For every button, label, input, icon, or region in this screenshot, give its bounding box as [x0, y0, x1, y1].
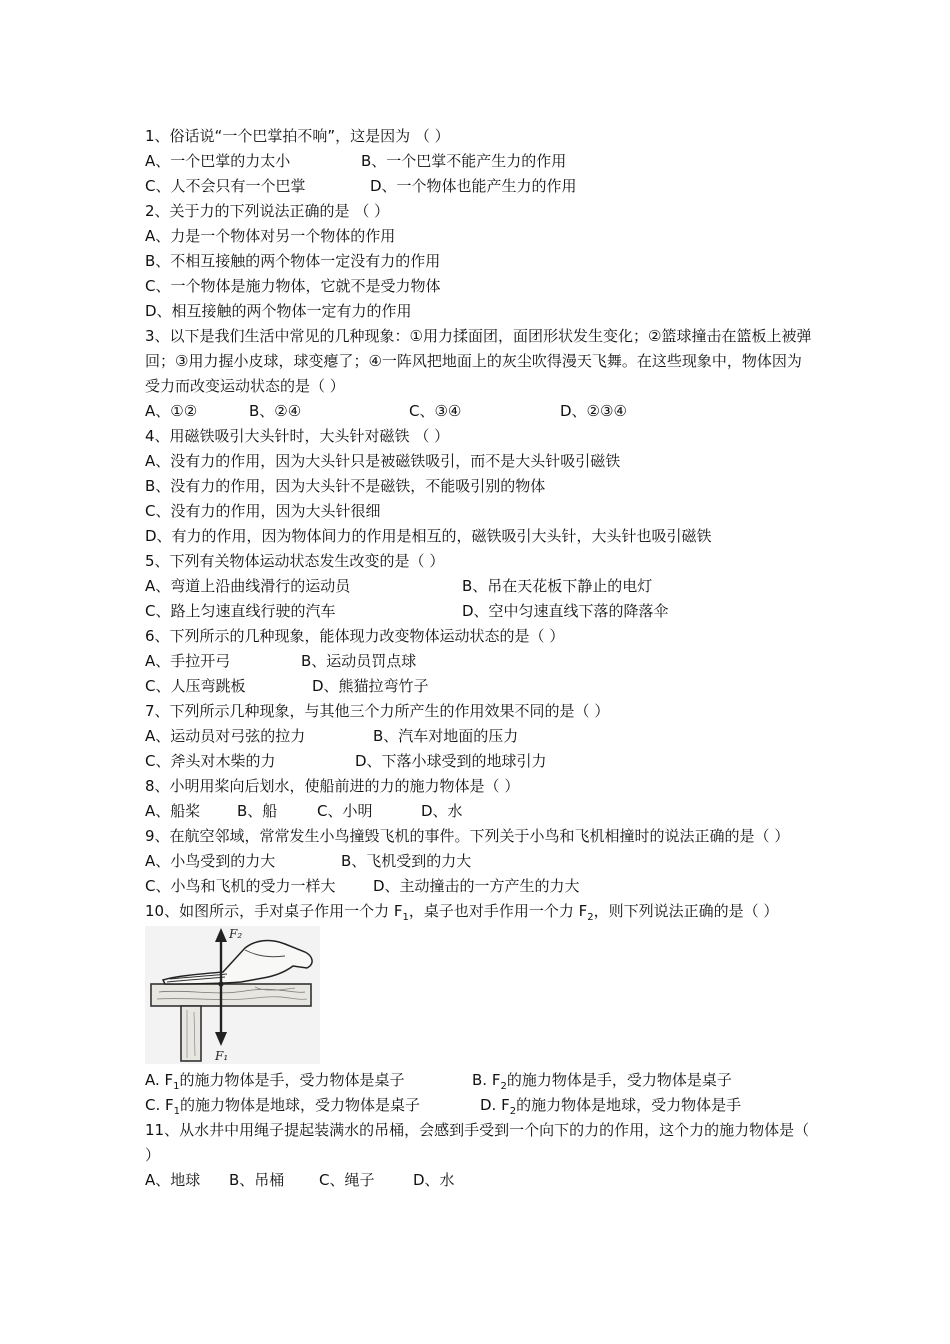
- q10-c-prefix: C. F: [145, 1096, 174, 1114]
- question-11-stem: 11、从水井中用绳子提起装满水的吊桶，会感到手受到一个向下的力的作用，这个力的施力物体是（ ）: [145, 1121, 810, 1164]
- q7-option-b: B、汽车对地面的压力: [373, 727, 519, 745]
- q5-option-b: B、吊在天花板下静止的电灯: [462, 577, 653, 595]
- q4-option-b: B、没有力的作用，因为大头针不是磁铁，不能吸引别的物体: [145, 477, 546, 495]
- q10-a-text: 的施力物体是手，受力物体是桌子: [179, 1071, 405, 1089]
- q10-stem-text: 10、如图所示，手对桌子作用一个力 F: [145, 902, 403, 920]
- q11-option-c: C、绳子: [319, 1171, 375, 1189]
- q8-option-c: C、小明: [317, 802, 373, 820]
- question-7-options-cd: [145, 749, 815, 774]
- q3-option-b: B、②④: [249, 402, 302, 420]
- question-9-options-ab: [145, 849, 815, 874]
- question-11-options: [145, 1168, 815, 1193]
- hand-on-table-figure: [145, 926, 320, 1064]
- q3-option-d: D、②③④: [560, 402, 627, 420]
- q1-option-d: D、一个物体也能产生力的作用: [370, 177, 577, 195]
- q10-c-sub: 1: [173, 1106, 181, 1117]
- q6-option-b: B、运动员罚点球: [301, 652, 417, 670]
- q2-option-d: D、相互接触的两个物体一定有力的作用: [145, 302, 412, 320]
- question-9-stem: 9、在航空邻域，常常发生小鸟撞毁飞机的事件。下列关于小鸟和飞机相撞时的说法正确的是（ ）: [145, 827, 790, 845]
- q4-option-d: D、有力的作用，因为物体间力的作用是相互的，磁铁吸引大头针，大头针也吸引磁铁: [145, 527, 712, 545]
- q7-option-a: A、运动员对弓弦的拉力: [145, 727, 306, 745]
- question-list: [145, 124, 815, 1193]
- question-3-stem: 3、以下是我们生活中常见的几种现象：①用力揉面团，面团形状发生变化；②篮球撞击在篮板上被弹回；③用力握小皮球，球变瘪了；④一阵风把地面上的灰尘吹得漫天飞舞。在这些现象中，物体因为受力而改变运动状态的是（ ）: [145, 327, 812, 395]
- question-1-options-cd: [145, 174, 815, 199]
- q10-a-sub: 1: [173, 1081, 180, 1092]
- question-2-stem: 2、关于力的下列说法正确的是 （ ）: [145, 202, 390, 220]
- q5-option-d: D、空中匀速直线下落的降落伞: [462, 602, 669, 620]
- q6-option-a: A、手拉开弓: [145, 652, 231, 670]
- q11-option-a: A、地球: [145, 1171, 201, 1189]
- q10-stem-post: ，则下列说法正确的是（ ）: [593, 902, 779, 920]
- question-10-stem: [145, 899, 815, 924]
- q6-option-d: D、熊猫拉弯竹子: [312, 677, 429, 695]
- question-7-options-ab: [145, 724, 815, 749]
- question-10-options-ab: [145, 1068, 815, 1093]
- question-8-options: [145, 799, 815, 824]
- q10-stem-sub1: 1: [402, 912, 409, 923]
- q10-b-sub: 2: [500, 1081, 507, 1092]
- question-5-options-cd: [145, 599, 815, 624]
- question-6-options-cd: [145, 674, 815, 699]
- q2-option-a: A、力是一个物体对另一个物体的作用: [145, 227, 396, 245]
- force-label-f2: F₂: [229, 927, 243, 941]
- q8-option-b: B、船: [237, 802, 278, 820]
- q10-stem-sub2: 2: [587, 912, 594, 923]
- question-1-options-ab: [145, 149, 815, 174]
- q11-option-b: B、吊桶: [229, 1171, 285, 1189]
- q10-d-sub: 2: [509, 1106, 517, 1117]
- q10-d-prefix: D. F: [480, 1096, 510, 1114]
- q10-option-a: [145, 1068, 472, 1093]
- q10-d-text: 的施力物体是地球，受力物体是手: [516, 1096, 742, 1114]
- q7-option-d: D、下落小球受到的地球引力: [355, 752, 547, 770]
- question-9-options-cd: [145, 874, 815, 899]
- q8-option-d: D、水: [421, 802, 463, 820]
- q5-option-a: A、弯道上沿曲线滑行的运动员: [145, 577, 351, 595]
- q9-option-c: C、小鸟和飞机的受力一样大: [145, 877, 336, 895]
- q7-option-c: C、斧头对木柴的力: [145, 752, 276, 770]
- question-8-stem: 8、小明用桨向后划水，使船前进的力的施力物体是（ ）: [145, 777, 520, 795]
- q9-option-d: D、主动撞击的一方产生的力大: [373, 877, 580, 895]
- q1-option-c: C、人不会只有一个巴掌: [145, 177, 306, 195]
- q10-stem-mid: ，桌子也对手作用一个力 F: [408, 902, 588, 920]
- q9-option-b: B、飞机受到的力大: [341, 852, 472, 870]
- q9-option-a: A、小鸟受到的力大: [145, 852, 276, 870]
- q10-option-b: [472, 1068, 732, 1093]
- q10-b-prefix: B. F: [472, 1071, 501, 1089]
- question-6-stem: 6、下列所示的几种现象，能体现力改变物体运动状态的是（ ）: [145, 627, 565, 645]
- q11-option-d: D、水: [413, 1171, 455, 1189]
- q10-c-text: 的施力物体是地球，受力物体是桌子: [180, 1096, 421, 1114]
- question-10-options-cd: [145, 1093, 815, 1118]
- q8-option-a: A、船桨: [145, 802, 201, 820]
- q10-option-d: [480, 1093, 741, 1118]
- hand-table-diagram: [145, 926, 320, 1064]
- question-3-options: [145, 399, 815, 424]
- question-7-stem: 7、下列所示几种现象，与其他三个力所产生的作用效果不同的是（ ）: [145, 702, 610, 720]
- q3-option-a: A、①②: [145, 402, 198, 420]
- q6-option-c: C、人压弯跳板: [145, 677, 246, 695]
- q3-option-c: C、③④: [409, 402, 462, 420]
- q1-option-b: B、一个巴掌不能产生力的作用: [361, 152, 567, 170]
- force-label-f1: F₁: [215, 1049, 229, 1063]
- question-5-options-ab: [145, 574, 815, 599]
- q4-option-c: C、没有力的作用，因为大头针很细: [145, 502, 381, 520]
- q2-option-c: C、一个物体是施力物体，它就不是受力物体: [145, 277, 441, 295]
- q10-a-prefix: A. F: [145, 1071, 174, 1089]
- q10-option-c: [145, 1093, 480, 1118]
- q1-option-a: A、一个巴掌的力太小: [145, 152, 291, 170]
- question-6-options-ab: [145, 649, 815, 674]
- q2-option-b: B、不相互接触的两个物体一定没有力的作用: [145, 252, 441, 270]
- question-1-stem: 1、俗话说“一个巴掌拍不响”，这是因为 （ ）: [145, 127, 450, 145]
- q4-option-a: A、没有力的作用，因为大头针只是被磁铁吸引，而不是大头针吸引磁铁: [145, 452, 621, 470]
- q10-b-text: 的施力物体是手，受力物体是桌子: [506, 1071, 732, 1089]
- q5-option-c: C、路上匀速直线行驶的汽车: [145, 602, 336, 620]
- question-4-stem: 4、用磁铁吸引大头针时，大头针对磁铁 （ ）: [145, 427, 450, 445]
- question-5-stem: 5、下列有关物体运动状态发生改变的是（ ）: [145, 552, 445, 570]
